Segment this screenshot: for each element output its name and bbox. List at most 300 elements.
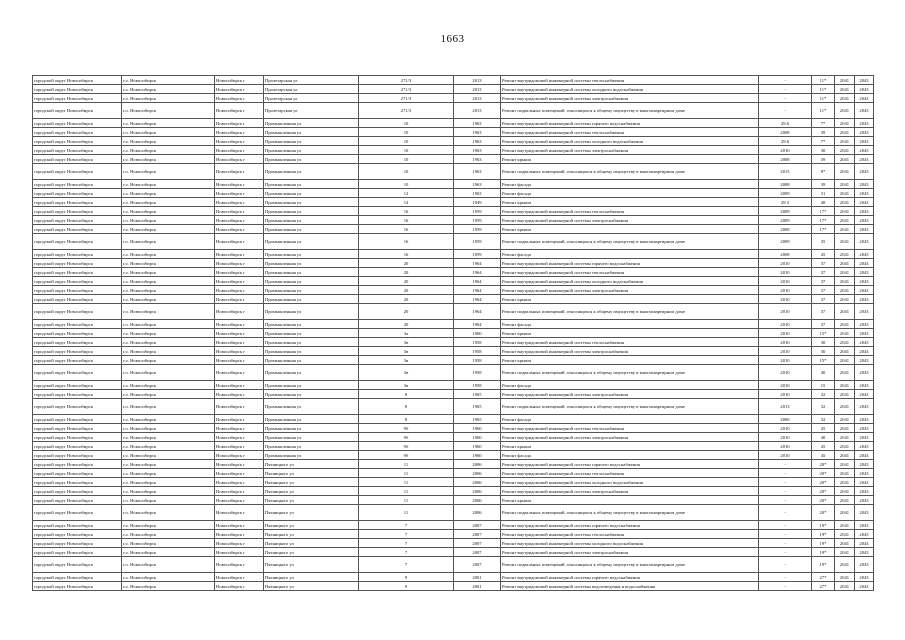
cell-year-from: 2041 — [835, 442, 855, 451]
cell-year-built: 1949 — [454, 198, 501, 207]
cell-area: - — [759, 573, 812, 582]
cell-count: 40 — [812, 433, 835, 442]
cell-year-from: 2041 — [835, 234, 855, 250]
cell-count: 37 — [812, 320, 835, 329]
cell-area: 2010 — [759, 442, 812, 451]
cell-count: 11* — [812, 103, 835, 119]
cell-work-type: Ремонт внутридомовой инженерной системы электроснабжения — [501, 94, 759, 103]
cell-year-from: 2041 — [835, 469, 855, 478]
cell-district: городской округ Новосибирск — [33, 347, 122, 356]
cell-street: Промышленная ул — [264, 304, 359, 320]
cell-street: Пролетарская ул — [264, 94, 359, 103]
cell-locality: Новосибирск г — [215, 347, 264, 356]
cell-count: 48 — [812, 198, 835, 207]
cell-work-type: Ремонт внутридомовой инженерной системы теплоснабжения — [501, 207, 759, 216]
cell-settlement: г.о. Новосибирск — [122, 496, 215, 505]
cell-count: 8* — [812, 164, 835, 180]
cell-building: 7 — [359, 539, 454, 548]
cell-building: 3в — [359, 381, 454, 390]
cell-count: 27* — [812, 573, 835, 582]
cell-district: городской округ Новосибирск — [33, 85, 122, 94]
cell-year-to: 2043 — [855, 530, 874, 539]
capital-repair-table — [32, 75, 874, 591]
table-row — [33, 146, 874, 155]
cell-year-to: 2043 — [855, 573, 874, 582]
cell-locality: Новосибирск г — [215, 573, 264, 582]
cell-year-built: 1964 — [454, 268, 501, 277]
table-row — [33, 329, 874, 338]
cell-settlement: г.о. Новосибирск — [122, 573, 215, 582]
cell-area: - — [759, 76, 812, 85]
cell-work-type: Ремонт фасада — [501, 381, 759, 390]
cell-building: 10 — [359, 119, 454, 128]
cell-locality: Новосибирск г — [215, 320, 264, 329]
cell-year-to: 2043 — [855, 347, 874, 356]
table-row — [33, 85, 874, 94]
cell-district: городской округ Новосибирск — [33, 573, 122, 582]
cell-year-built: 2006 — [454, 469, 501, 478]
cell-year-built: 1965 — [454, 415, 501, 424]
table-row — [33, 207, 874, 216]
cell-year-to: 2043 — [855, 198, 874, 207]
cell-work-type: Ремонт крыши — [501, 442, 759, 451]
cell-count: 20* — [812, 460, 835, 469]
cell-settlement: г.о. Новосибирск — [122, 557, 215, 573]
cell-year-from: 2041 — [835, 137, 855, 146]
cell-area: 2009 — [759, 189, 812, 198]
cell-year-built: 1958 — [454, 365, 501, 381]
cell-street: Промышленная ул — [264, 155, 359, 164]
cell-year-from: 2041 — [835, 356, 855, 365]
cell-count: 45 — [812, 442, 835, 451]
table-row — [33, 496, 874, 505]
cell-district: городской округ Новосибирск — [33, 557, 122, 573]
cell-work-type: Ремонт внутридомовой инженерной системы холодного водоснабжения — [501, 539, 759, 548]
cell-work-type: Ремонт внутридомовой инженерной системы холодного водоснабжения — [501, 277, 759, 286]
cell-year-to: 2043 — [855, 424, 874, 433]
cell-area: 2010 — [759, 365, 812, 381]
cell-work-type: Ремонт подвальных помещений, относящихся к общему имуществу в многоквартирном доме — [501, 304, 759, 320]
cell-district: городской округ Новосибирск — [33, 399, 122, 415]
cell-year-from: 2041 — [835, 557, 855, 573]
cell-building: 10 — [359, 128, 454, 137]
cell-street: Промышленная ул — [264, 424, 359, 433]
cell-district: городской округ Новосибирск — [33, 128, 122, 137]
cell-year-built: 1964 — [454, 304, 501, 320]
cell-area: 2010 — [759, 146, 812, 155]
cell-year-to: 2043 — [855, 146, 874, 155]
cell-work-type: Ремонт внутридомовой инженерной системы электроснабжения — [501, 146, 759, 155]
cell-settlement: г.о. Новосибирск — [122, 433, 215, 442]
cell-year-from: 2041 — [835, 94, 855, 103]
cell-year-to: 2043 — [855, 505, 874, 521]
cell-year-from: 2041 — [835, 180, 855, 189]
cell-year-to: 2043 — [855, 295, 874, 304]
cell-year-built: 2007 — [454, 521, 501, 530]
cell-year-to: 2043 — [855, 451, 874, 460]
table-row — [33, 365, 874, 381]
cell-year-built: 1959 — [454, 225, 501, 234]
cell-year-to: 2043 — [855, 103, 874, 119]
table-row — [33, 320, 874, 329]
cell-street: Промышленная ул — [264, 268, 359, 277]
cell-settlement: г.о. Новосибирск — [122, 76, 215, 85]
cell-work-type: Ремонт фасада — [501, 250, 759, 259]
table-row — [33, 155, 874, 164]
table-row — [33, 119, 874, 128]
cell-year-from: 2041 — [835, 433, 855, 442]
cell-count: 27* — [812, 582, 835, 591]
cell-district: городской округ Новосибирск — [33, 460, 122, 469]
cell-year-built: 2007 — [454, 557, 501, 573]
cell-street: Промышленная ул — [264, 295, 359, 304]
cell-settlement: г.о. Новосибирск — [122, 320, 215, 329]
cell-count: 30 — [812, 347, 835, 356]
cell-year-built: 1964 — [454, 286, 501, 295]
cell-area: 2009 — [759, 234, 812, 250]
cell-count: 19* — [812, 521, 835, 530]
cell-locality: Новосибирск г — [215, 103, 264, 119]
cell-locality: Новосибирск г — [215, 189, 264, 198]
table-row — [33, 381, 874, 390]
cell-count: 17* — [812, 225, 835, 234]
cell-year-to: 2043 — [855, 433, 874, 442]
cell-count: 17* — [812, 216, 835, 225]
cell-area: 2010 — [759, 295, 812, 304]
cell-settlement: г.о. Новосибирск — [122, 399, 215, 415]
cell-street: Пятницкого ул — [264, 487, 359, 496]
cell-year-to: 2043 — [855, 356, 874, 365]
cell-district: городской округ Новосибирск — [33, 207, 122, 216]
cell-year-built: 1958 — [454, 338, 501, 347]
cell-work-type: Ремонт фасада — [501, 415, 759, 424]
cell-locality: Новосибирск г — [215, 198, 264, 207]
cell-locality: Новосибирск г — [215, 487, 264, 496]
table-row — [33, 424, 874, 433]
cell-locality: Новосибирск г — [215, 582, 264, 591]
cell-year-built: 2006 — [454, 505, 501, 521]
cell-work-type: Ремонт подвальных помещений, относящихся к общему имуществу в многоквартирном доме — [501, 557, 759, 573]
cell-count: 31 — [812, 189, 835, 198]
cell-locality: Новосибирск г — [215, 146, 264, 155]
cell-year-from: 2041 — [835, 582, 855, 591]
cell-work-type: Ремонт внутридомовой инженерной системы горячего водоснабжения — [501, 573, 759, 582]
cell-building: 11 — [359, 496, 454, 505]
cell-year-to: 2043 — [855, 521, 874, 530]
cell-street: Промышленная ул — [264, 356, 359, 365]
cell-street: Промышленная ул — [264, 128, 359, 137]
cell-year-to: 2043 — [855, 548, 874, 557]
cell-street: Промышленная ул — [264, 390, 359, 399]
cell-year-built: 1964 — [454, 320, 501, 329]
cell-area: 2008 — [759, 128, 812, 137]
cell-district: городской округ Новосибирск — [33, 295, 122, 304]
cell-district: городской округ Новосибирск — [33, 119, 122, 128]
cell-area: - — [759, 505, 812, 521]
cell-work-type: Ремонт внутридомовой инженерной системы холодного водоснабжения — [501, 478, 759, 487]
cell-locality: Новосибирск г — [215, 155, 264, 164]
cell-work-type: Ремонт внутридомовой инженерной системы горячего водоснабжения — [501, 521, 759, 530]
cell-street: Промышленная ул — [264, 399, 359, 415]
cell-district: городской округ Новосибирск — [33, 250, 122, 259]
cell-year-from: 2041 — [835, 338, 855, 347]
cell-work-type: Ремонт внутридомовой инженерной системы электроснабжения — [501, 216, 759, 225]
cell-street: Промышленная ул — [264, 415, 359, 424]
cell-district: городской округ Новосибирск — [33, 155, 122, 164]
cell-year-from: 2041 — [835, 225, 855, 234]
cell-work-type: Ремонт внутридомовой инженерной системы теплоснабжения — [501, 338, 759, 347]
cell-area: - — [759, 103, 812, 119]
cell-year-from: 2041 — [835, 76, 855, 85]
cell-area: - — [759, 460, 812, 469]
cell-district: городской округ Новосибирск — [33, 286, 122, 295]
cell-count: 20* — [812, 487, 835, 496]
cell-settlement: г.о. Новосибирск — [122, 539, 215, 548]
cell-work-type: Ремонт подвальных помещений, относящихся к общему имуществу в многоквартирном доме — [501, 164, 759, 180]
cell-locality: Новосибирск г — [215, 424, 264, 433]
table-row — [33, 582, 874, 591]
cell-street: Промышленная ул — [264, 216, 359, 225]
cell-district: городской округ Новосибирск — [33, 198, 122, 207]
cell-settlement: г.о. Новосибирск — [122, 390, 215, 399]
cell-building: 9 — [359, 582, 454, 591]
cell-count: 11* — [812, 94, 835, 103]
cell-year-from: 2041 — [835, 451, 855, 460]
cell-street: Пролетарская ул — [264, 85, 359, 94]
table-row — [33, 128, 874, 137]
cell-year-built: 1965 — [454, 399, 501, 415]
table-row — [33, 198, 874, 207]
cell-count: 15* — [812, 329, 835, 338]
cell-year-from: 2041 — [835, 505, 855, 521]
table-row — [33, 268, 874, 277]
cell-settlement: г.о. Новосибирск — [122, 487, 215, 496]
cell-year-built: 1964 — [454, 295, 501, 304]
cell-district: городской округ Новосибирск — [33, 304, 122, 320]
cell-street: Промышленная ул — [264, 277, 359, 286]
cell-area: 2008 — [759, 225, 812, 234]
cell-building: 9б — [359, 433, 454, 442]
cell-street: Промышленная ул — [264, 338, 359, 347]
cell-settlement: г.о. Новосибирск — [122, 164, 215, 180]
cell-year-to: 2043 — [855, 85, 874, 94]
cell-building: 10 — [359, 155, 454, 164]
cell-building: 7 — [359, 530, 454, 539]
cell-locality: Новосибирск г — [215, 225, 264, 234]
cell-locality: Новосибирск г — [215, 478, 264, 487]
cell-district: городской округ Новосибирск — [33, 487, 122, 496]
cell-building: 9б — [359, 451, 454, 460]
cell-settlement: г.о. Новосибирск — [122, 137, 215, 146]
cell-count: 15 — [812, 381, 835, 390]
table-row — [33, 103, 874, 119]
cell-area: 2010 — [759, 390, 812, 399]
cell-year-to: 2043 — [855, 365, 874, 381]
table-row — [33, 433, 874, 442]
cell-settlement: г.о. Новосибирск — [122, 469, 215, 478]
cell-area: 2010 — [759, 451, 812, 460]
cell-year-from: 2041 — [835, 250, 855, 259]
cell-locality: Новосибирск г — [215, 442, 264, 451]
cell-year-from: 2041 — [835, 399, 855, 415]
cell-area: - — [759, 521, 812, 530]
table-row — [33, 539, 874, 548]
cell-year-built: 2006 — [454, 478, 501, 487]
cell-count: 7* — [812, 137, 835, 146]
cell-area: - — [759, 469, 812, 478]
cell-settlement: г.о. Новосибирск — [122, 451, 215, 460]
cell-district: городской округ Новосибирск — [33, 381, 122, 390]
cell-building: 9б — [359, 442, 454, 451]
cell-count: 19* — [812, 548, 835, 557]
cell-count: 37 — [812, 286, 835, 295]
cell-year-to: 2043 — [855, 128, 874, 137]
cell-year-from: 2041 — [835, 286, 855, 295]
cell-street: Промышленная ул — [264, 451, 359, 460]
cell-building: 11 — [359, 505, 454, 521]
cell-district: городской округ Новосибирск — [33, 424, 122, 433]
cell-work-type: Ремонт крыши — [501, 329, 759, 338]
cell-settlement: г.о. Новосибирск — [122, 119, 215, 128]
cell-district: городской округ Новосибирск — [33, 320, 122, 329]
cell-work-type: Ремонт внутридомовой инженерной системы электроснабжения — [501, 286, 759, 295]
cell-building: 10 — [359, 146, 454, 155]
cell-street: Промышленная ул — [264, 329, 359, 338]
cell-district: городской округ Новосибирск — [33, 164, 122, 180]
cell-district: городской округ Новосибирск — [33, 76, 122, 85]
cell-locality: Новосибирск г — [215, 329, 264, 338]
cell-year-built: 1965 — [454, 390, 501, 399]
cell-district: городской округ Новосибирск — [33, 234, 122, 250]
cell-locality: Новосибирск г — [215, 469, 264, 478]
cell-building: 10 — [359, 180, 454, 189]
cell-area: 2010 — [759, 320, 812, 329]
cell-year-from: 2041 — [835, 365, 855, 381]
cell-year-from: 2041 — [835, 329, 855, 338]
cell-area: 2010 — [759, 424, 812, 433]
cell-area: - — [759, 94, 812, 103]
cell-work-type: Ремонт внутридомовой инженерной системы электроснабжения — [501, 390, 759, 399]
cell-area: 2010 — [759, 433, 812, 442]
cell-settlement: г.о. Новосибирск — [122, 356, 215, 365]
cell-count: 39 — [812, 128, 835, 137]
cell-district: городской округ Новосибирск — [33, 268, 122, 277]
cell-street: Промышленная ул — [264, 250, 359, 259]
cell-count: 32 — [812, 399, 835, 415]
cell-year-from: 2041 — [835, 164, 855, 180]
cell-year-to: 2043 — [855, 381, 874, 390]
cell-settlement: г.о. Новосибирск — [122, 155, 215, 164]
table-row — [33, 76, 874, 85]
cell-street: Промышленная ул — [264, 320, 359, 329]
cell-year-from: 2041 — [835, 119, 855, 128]
cell-year-built: 1960 — [454, 424, 501, 433]
cell-year-to: 2043 — [855, 189, 874, 198]
cell-count: 37 — [812, 277, 835, 286]
cell-settlement: г.о. Новосибирск — [122, 286, 215, 295]
cell-street: Пятницкого ул — [264, 460, 359, 469]
cell-count: 37 — [812, 268, 835, 277]
cell-settlement: г.о. Новосибирск — [122, 365, 215, 381]
cell-year-from: 2041 — [835, 320, 855, 329]
cell-year-to: 2043 — [855, 286, 874, 295]
cell-count: 20* — [812, 469, 835, 478]
table-body — [33, 76, 874, 591]
cell-year-built: 2001 — [454, 573, 501, 582]
cell-year-built: 1960 — [454, 442, 501, 451]
cell-district: городской округ Новосибирск — [33, 277, 122, 286]
cell-area: 2010 — [759, 356, 812, 365]
table-row — [33, 505, 874, 521]
cell-district: городской округ Новосибирск — [33, 478, 122, 487]
cell-building: 10 — [359, 164, 454, 180]
cell-building: 16 — [359, 207, 454, 216]
cell-area: - — [759, 530, 812, 539]
cell-settlement: г.о. Новосибирск — [122, 94, 215, 103]
cell-year-built: 1960 — [454, 329, 501, 338]
cell-year-to: 2043 — [855, 207, 874, 216]
cell-year-to: 2043 — [855, 390, 874, 399]
cell-year-from: 2041 — [835, 155, 855, 164]
cell-year-built: 2006 — [454, 496, 501, 505]
cell-building: 8 — [359, 390, 454, 399]
table-row — [33, 469, 874, 478]
cell-year-built: 1963 — [454, 137, 501, 146]
cell-street: Промышленная ул — [264, 347, 359, 356]
cell-work-type: Ремонт внутридомовой инженерной системы горячего водоснабжения — [501, 460, 759, 469]
cell-year-built: 2013 — [454, 103, 501, 119]
table-row — [33, 557, 874, 573]
cell-count: 39 — [812, 180, 835, 189]
cell-area: 2010 — [759, 277, 812, 286]
cell-work-type: Ремонт внутридомовой инженерной системы электроснабжения — [501, 548, 759, 557]
cell-locality: Новосибирск г — [215, 277, 264, 286]
table-row — [33, 415, 874, 424]
cell-building: 11 — [359, 487, 454, 496]
cell-year-from: 2041 — [835, 347, 855, 356]
cell-building: 11 — [359, 469, 454, 478]
cell-street: Пролетарская ул — [264, 103, 359, 119]
cell-street: Промышленная ул — [264, 433, 359, 442]
cell-settlement: г.о. Новосибирск — [122, 295, 215, 304]
cell-street: Промышленная ул — [264, 180, 359, 189]
cell-year-from: 2041 — [835, 573, 855, 582]
cell-year-built: 2007 — [454, 548, 501, 557]
cell-locality: Новосибирск г — [215, 460, 264, 469]
cell-work-type: Ремонт крыши — [501, 356, 759, 365]
cell-year-from: 2041 — [835, 521, 855, 530]
cell-building: 20 — [359, 304, 454, 320]
table-row — [33, 451, 874, 460]
cell-year-to: 2043 — [855, 487, 874, 496]
cell-year-built: 1963 — [454, 146, 501, 155]
cell-year-built: 1958 — [454, 381, 501, 390]
cell-area: 2008 — [759, 155, 812, 164]
cell-count: 30 — [812, 146, 835, 155]
cell-settlement: г.о. Новосибирск — [122, 85, 215, 94]
cell-area: 2013 — [759, 399, 812, 415]
cell-settlement: г.о. Новосибирск — [122, 338, 215, 347]
cell-year-from: 2041 — [835, 548, 855, 557]
cell-settlement: г.о. Новосибирск — [122, 128, 215, 137]
cell-count: 37 — [812, 259, 835, 268]
cell-settlement: г.о. Новосибирск — [122, 521, 215, 530]
cell-settlement: г.о. Новосибирск — [122, 207, 215, 216]
cell-district: городской округ Новосибирск — [33, 225, 122, 234]
cell-year-built: 1963 — [454, 119, 501, 128]
table-row — [33, 442, 874, 451]
cell-building: 16 — [359, 234, 454, 250]
